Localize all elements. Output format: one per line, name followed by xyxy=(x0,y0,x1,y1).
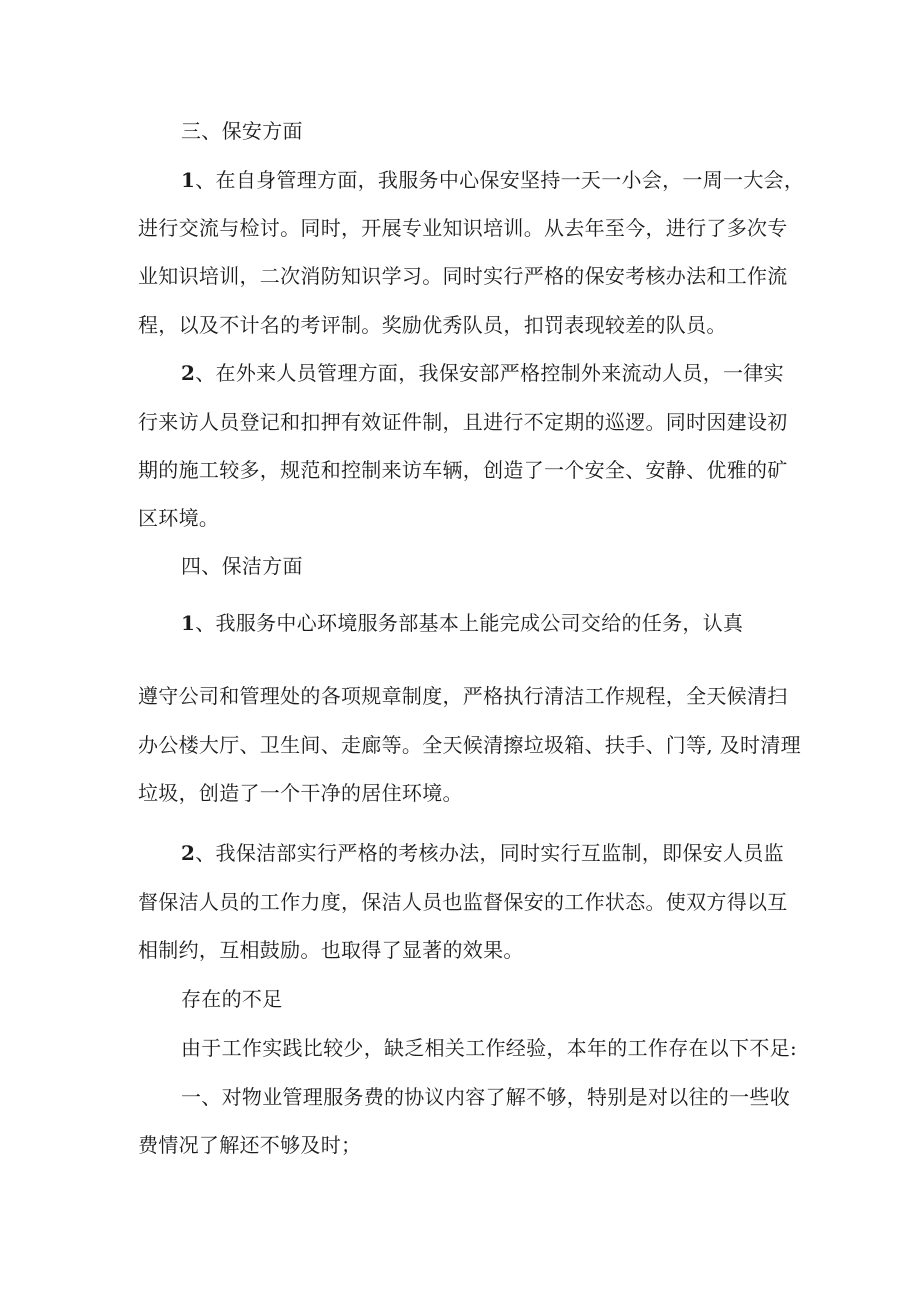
paragraph-line: 区环境。 xyxy=(138,506,220,530)
paragraph-line: 一、对物业管理服务费的协议内容了解不够，特别是对以往的一些收 xyxy=(181,1085,790,1109)
paragraph-line: 进行交流与检讨。同时，开展专业知识培训。从去年至今，进行了多次专 xyxy=(138,216,788,240)
paragraph-line xyxy=(181,839,784,867)
paragraph-text: 、我服务中心环境服务部基本上能完成公司交给的任务，认真 xyxy=(195,611,744,635)
paragraph-number: 1 xyxy=(181,611,196,635)
paragraph-line: 费情况了解还不够及时； xyxy=(138,1133,362,1157)
paragraph-line: 垃圾，创造了一个干净的居住环境。 xyxy=(138,781,463,805)
paragraph-line: 督保洁人员的工作力度，保洁人员也监督保安的工作状态。使双方得以互 xyxy=(138,890,788,914)
paragraph-line: 遵守公司和管理处的各项规章制度，严格执行清洁工作规程，全天候清扫 xyxy=(138,684,788,708)
paragraph-line: 办公楼大厅、卫生间、走廊等。全天候清擦垃圾箱、扶手、门等, 及时清理 xyxy=(138,733,801,757)
paragraph-text: 、我保洁部实行严格的考核办法，同时实行互监制，即保安人员监 xyxy=(195,841,784,865)
paragraph-line: 相制约，互相鼓励。也取得了显著的效果。 xyxy=(138,938,524,962)
paragraph-text: 、在外来人员管理方面，我保安部严格控制外来流动人员，一律实 xyxy=(195,361,784,385)
section-heading-cleaning: 四、保洁方面 xyxy=(181,554,303,578)
paragraph-number: 1 xyxy=(181,168,196,192)
paragraph-number: 2 xyxy=(181,361,196,385)
paragraph-line: 由于工作实践比较少，缺乏相关工作经验，本年的工作存在以下不足: xyxy=(181,1036,798,1060)
paragraph-line: 程，以及不计名的考评制。奖励优秀队员，扣罚表现较差的队员。 xyxy=(138,313,727,337)
paragraph-text: 、在自身管理方面，我服务中心保安坚持一天一小会，一周一大会， xyxy=(195,168,805,192)
paragraph-line xyxy=(181,609,743,637)
section-heading-security: 三、保安方面 xyxy=(181,119,303,143)
section-heading-shortcomings: 存在的不足 xyxy=(181,987,283,1011)
paragraph-line xyxy=(181,166,804,194)
paragraph-line: 期的施工较多，规范和控制来访车辆，创造了一个安全、安静、优雅的矿 xyxy=(138,458,788,482)
paragraph-line xyxy=(181,359,784,387)
paragraph-line: 行来访人员登记和扣押有效证件制，且进行不定期的巡逻。同时因建设初 xyxy=(138,410,788,434)
paragraph-number: 2 xyxy=(181,841,196,865)
paragraph-line: 业知识培训，二次消防知识学习。同时实行严格的保安考核办法和工作流 xyxy=(138,264,788,288)
